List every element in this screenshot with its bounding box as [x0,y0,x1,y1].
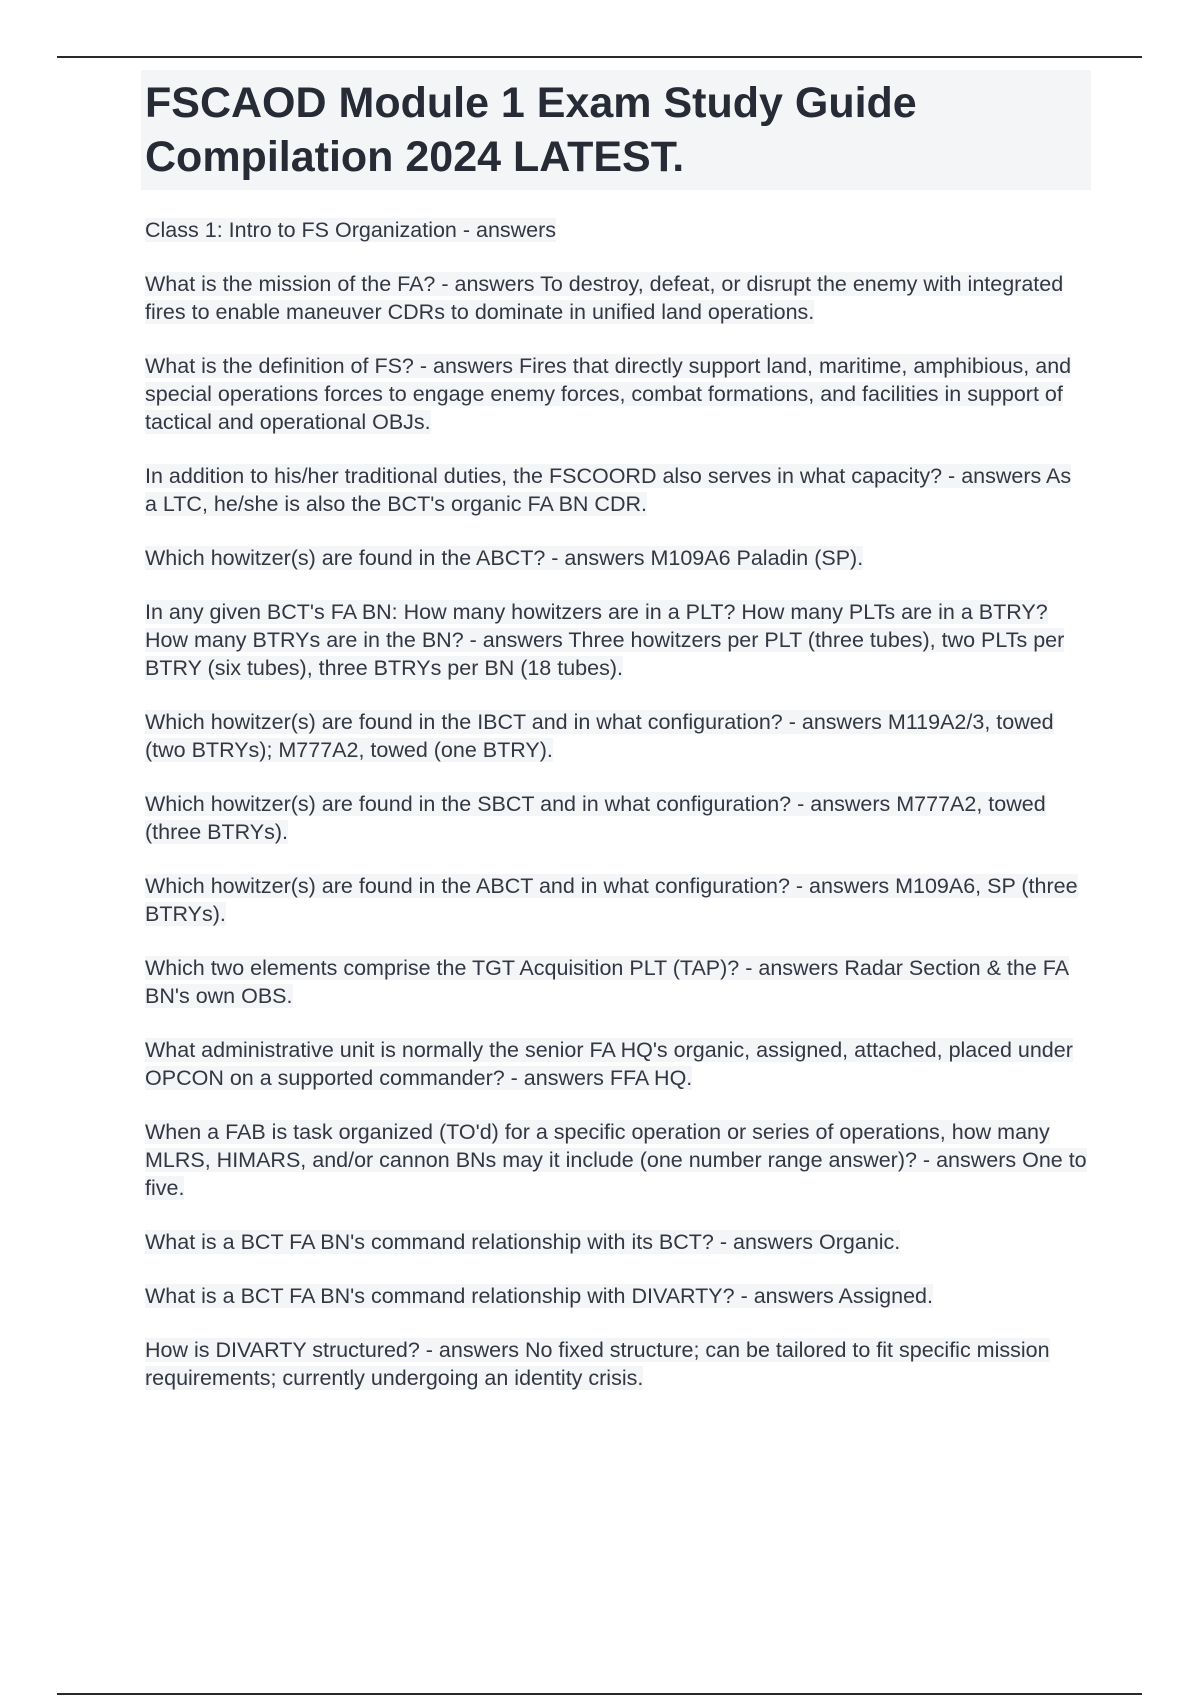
qa-entry [141,954,1091,1010]
qa-text: What is the mission of the FA? - answers To destroy, defeat, or disrupt the enemy with integrated fires to enable maneuver CDRs to dominate in unified land operations. [145,272,1064,324]
qa-entry [141,1118,1091,1202]
qa-entry [141,1282,1091,1310]
qa-text: Which howitzer(s) are found in the SBCT and in what configuration? - answers M777A2, towed (three BTRYs). [145,792,1046,844]
qa-text: What is a BCT FA BN's command relationship with its BCT? - answers Organic. [145,1230,901,1254]
qa-text: Which howitzer(s) are found in the ABCT and in what configuration? - answers M109A6, SP (three BTRYs). [145,874,1078,926]
qa-entry [141,1336,1091,1392]
bottom-divider [57,1693,1142,1695]
qa-entry [141,544,1091,572]
qa-entry [141,1036,1091,1092]
qa-list [141,216,1091,1392]
qa-entry [141,708,1091,764]
qa-text: When a FAB is task organized (TO'd) for a specific operation or series of operations, how many MLRS, HIMARS, and/or cannon BNs may it include (one number range answer)? - answers One to five. [145,1120,1087,1200]
qa-entry [141,598,1091,682]
qa-text: Which howitzer(s) are found in the ABCT? - answers M109A6 Paladin (SP). [145,546,864,570]
qa-entry [141,790,1091,846]
top-divider [57,56,1142,58]
qa-entry [141,352,1091,436]
qa-entry [141,872,1091,928]
qa-entry [141,462,1091,518]
qa-text: Which two elements comprise the TGT Acquisition PLT (TAP)? - answers Radar Section & the FA BN's own OBS. [145,956,1070,1008]
qa-text: Which howitzer(s) are found in the IBCT and in what configuration? - answers M119A2/3, towed (two BTRYs); M777A2, towed (one BTRY). [145,710,1054,762]
qa-text: How is DIVARTY structured? - answers No fixed structure; can be tailored to fit specific mission requirements; currently undergoing an identity crisis. [145,1338,1050,1390]
qa-text: Class 1: Intro to FS Organization - answers [145,218,557,242]
document-title: FSCAOD Module 1 Exam Study Guide Compilation 2024 LATEST. [141,70,1091,190]
qa-entry [141,1228,1091,1256]
qa-text: What is a BCT FA BN's command relationship with DIVARTY? - answers Assigned. [145,1284,933,1308]
qa-text: In addition to his/her traditional duties, the FSCOORD also serves in what capacity? - answers As a LTC, he/she is also the BCT's organic FA BN CDR. [145,464,1072,516]
document-body [141,70,1091,1418]
qa-text: What administrative unit is normally the senior FA HQ's organic, assigned, attached, placed under OPCON on a supported commander? - answers FFA HQ. [145,1038,1073,1090]
qa-entry [141,216,1091,244]
qa-entry [141,270,1091,326]
qa-text: What is the definition of FS? - answers Fires that directly support land, maritime, amphibious, and special operations forces to engage enemy forces, combat formations, and facilities in support of tactical and operational OBJs. [145,354,1072,434]
qa-text: In any given BCT's FA BN: How many howitzers are in a PLT? How many PLTs are in a BTRY? How many BTRYs are in the BN? - answers Three howitzers per PLT (three tubes), two PLTs per BTRY (six tubes), three BTRYs per BN (18 tubes). [145,600,1065,680]
